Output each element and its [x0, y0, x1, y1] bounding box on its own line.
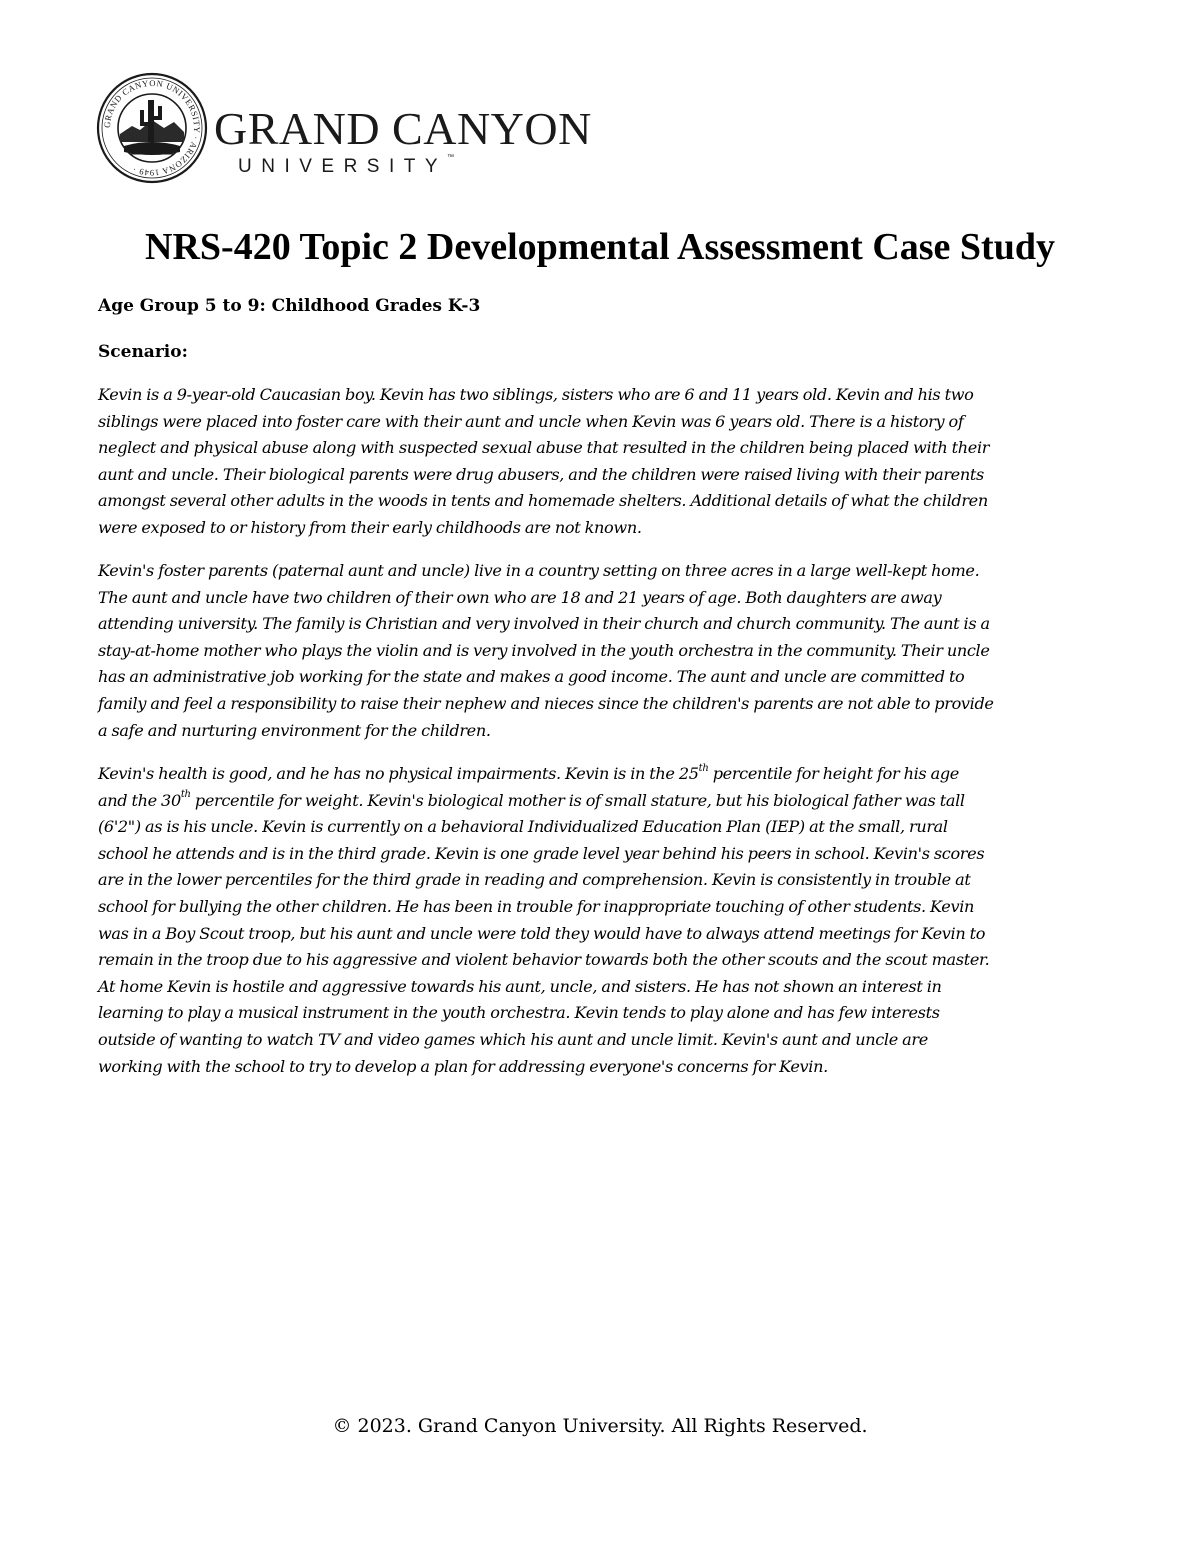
paragraph-line: learning to play a musical instrument in the youth orchestra. Kevin tends to play alone and has few interests — [98, 1003, 940, 1023]
paragraph-line: outside of wanting to watch TV and video games which his aunt and uncle limit. Kevin's aunt and uncle are — [98, 1029, 928, 1049]
age-group-heading: Age Group 5 to 9: Childhood Grades K-3 — [98, 296, 481, 316]
paragraph-line: Kevin's foster parents (paternal aunt and uncle) live in a country setting on three acres in a large well-kept home. — [98, 561, 980, 580]
paragraph-line: has an administrative job working for the state and makes a good income. The aunt and uncle are committed to — [98, 667, 965, 687]
university-wordmark — [214, 103, 592, 178]
paragraph-line: The aunt and uncle have two children of their own who are 18 and 21 years of age. Both daughters are away — [98, 587, 942, 607]
wordmark-top: GRAND CANYON — [214, 103, 592, 154]
wordmark-bottom — [238, 156, 586, 178]
paragraph-line: attending university. The family is Christian and very involved in their church and church community. The aunt is a — [98, 614, 990, 634]
paragraph-line: working with the school to try to develop a plan for addressing everyone's concerns for Kevin. — [98, 1056, 828, 1076]
scenario-paragraph-2 — [98, 558, 1108, 744]
paragraph-line: were exposed to or history from their early childhoods are not known. — [98, 517, 642, 537]
paragraph-line: are in the lower percentiles for the third grade in reading and comprehension. Kevin is consistently in trouble at — [98, 870, 971, 890]
page-title: NRS-420 Topic 2 Developmental Assessment Case Study — [145, 226, 1055, 268]
paragraph-line: family and feel a responsibility to raise their nephew and nieces since the children's parents are not able to provide — [98, 693, 994, 713]
paragraph-line: a safe and nurturing environment for the children. — [98, 720, 491, 740]
line-segment: percentile for height for his age — [708, 764, 959, 783]
paragraph-line: remain in the troop due to his aggressive and violent behavior towards both the other scouts and the scout master. — [98, 950, 990, 970]
scenario-heading: Scenario: — [98, 342, 188, 362]
university-logo — [96, 72, 592, 182]
paragraph-line: Kevin is a 9-year-old Caucasian boy. Kevin has two siblings, sisters who are 6 and 11 years old. Kevin and his two — [98, 385, 974, 404]
paragraph-line: siblings were placed into foster care with their aunt and uncle when Kevin was 6 years old. There is a history of — [98, 411, 964, 431]
svg-text:GRAND CANYON UNIVERSITY · ARIZ: GRAND CANYON UNIVERSITY · ARIZONA 1949 · — [101, 77, 203, 179]
university-seal-icon — [96, 72, 208, 184]
paragraph-line: school for bullying the other children. He has been in trouble for inappropriate touching of other students. Kevin — [98, 896, 975, 916]
paragraph-line: (6'2") as is his uncle. Kevin is currently on a behavioral Individualized Education Plan (IEP) at the small, rural — [98, 817, 948, 837]
paragraph-line: aunt and uncle. Their biological parents were drug abusers, and the children were raised living with their parents — [98, 464, 984, 484]
paragraph-line: At home Kevin is hostile and aggressive towards his aunt, uncle, and sisters. He has not shown an interest in — [98, 976, 942, 996]
copyright-footer: © 2023. Grand Canyon University. All Rights Reserved. — [332, 1415, 868, 1437]
line-segment: percentile for weight. Kevin's biological mother is of small stature, but his biological father was tall — [190, 790, 965, 810]
paragraph-line — [98, 788, 1108, 815]
ordinal-suffix: th — [698, 762, 709, 774]
paragraph-line: stay-at-home mother who plays the violin and is very involved in the youth orchestra in the community. Their uncle — [98, 640, 990, 660]
paragraph-line — [98, 761, 1108, 788]
trademark-symbol: ™ — [447, 154, 455, 161]
paragraph-line: neglect and physical abuse along with suspected sexual abuse that resulted in the children being placed with their — [98, 438, 990, 458]
scenario-paragraph-3 — [98, 761, 1108, 1080]
paragraph-line: school he attends and is in the third grade. Kevin is one grade level year behind his peers in school. Kevin's scores — [98, 843, 985, 863]
paragraph-line: amongst several other adults in the woods in tents and homemade shelters. Additional details of what the children — [98, 491, 988, 511]
ordinal-suffix: th — [180, 789, 191, 801]
line-segment: and the 30 — [98, 790, 181, 810]
line-segment: Kevin's health is good, and he has no physical impairments. Kevin is in the 25 — [98, 764, 699, 783]
scenario-paragraph-1 — [98, 382, 1108, 542]
wordmark-bottom-text: UNIVERSITY — [238, 156, 448, 177]
paragraph-line: was in a Boy Scout troop, but his aunt and uncle were told they would have to always attend meetings for Kevin to — [98, 923, 986, 943]
